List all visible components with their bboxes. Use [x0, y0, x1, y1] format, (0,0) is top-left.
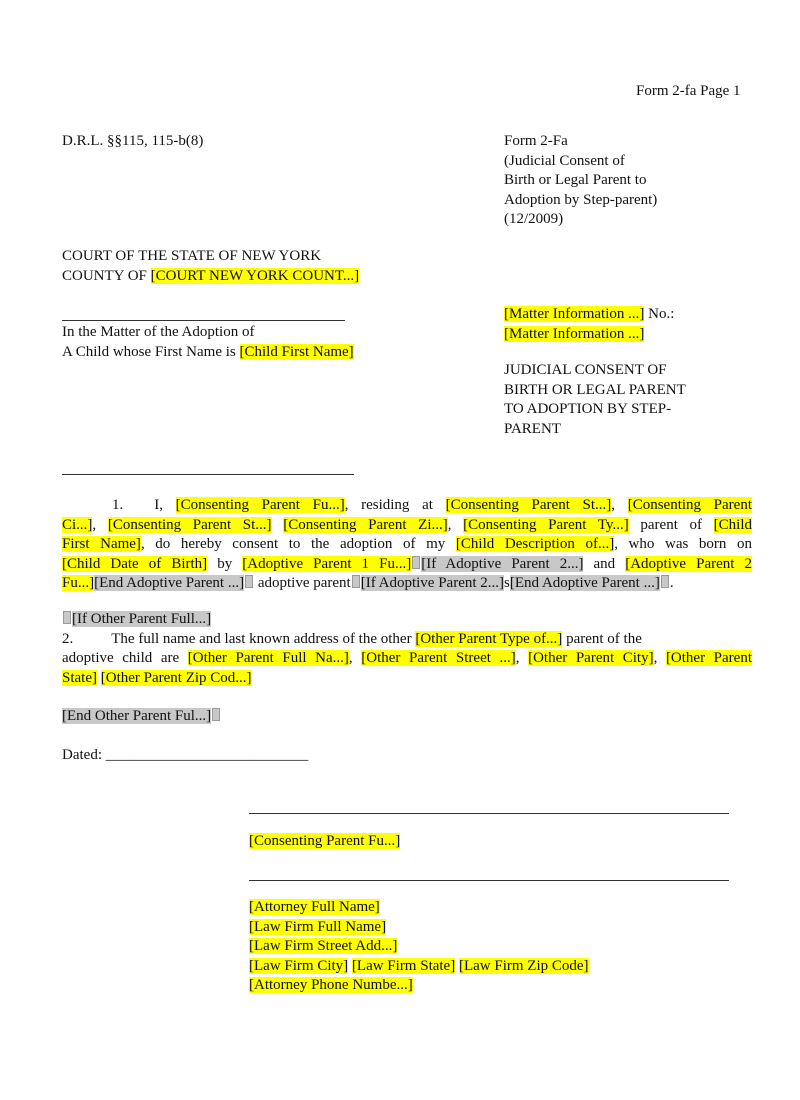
field-marker-icon	[212, 708, 220, 721]
caption-prefix: A Child whose First Name is	[62, 343, 240, 360]
other-parent-zip-field[interactable]: [Other Parent Zip Cod...]	[100, 669, 252, 686]
para-text: .	[669, 575, 674, 591]
other-parent-state-field[interactable]: State]	[62, 669, 97, 686]
document-title	[504, 361, 686, 439]
form-info-line: Form 2-Fa	[504, 133, 568, 149]
caption	[62, 323, 354, 362]
county-label: COUNTY OF	[62, 267, 151, 284]
para-text: s	[504, 575, 510, 591]
law-firm-name-field[interactable]: [Law Firm Full Name]	[249, 918, 387, 935]
matter-info-field[interactable]: [Matter Information ...]	[504, 325, 645, 342]
title-line: BIRTH OR LEGAL PARENT	[504, 381, 686, 398]
end-adoptive-parent-field[interactable]: [End Adoptive Parent ...]	[94, 575, 245, 591]
field-marker-icon	[352, 575, 360, 588]
other-parent-type-field[interactable]: [Other Parent Type of...]	[415, 630, 563, 647]
child-description-field[interactable]: [Child Description of...]	[455, 536, 615, 552]
if-adoptive-parent-2-field[interactable]: [If Adoptive Parent 2...]	[421, 555, 584, 572]
attorney-signature-rule	[249, 880, 729, 881]
end-other-parent	[62, 707, 221, 727]
separator-rule	[62, 474, 354, 475]
form-info-line: (Judicial Consent of	[504, 152, 625, 169]
para-text: I,	[154, 497, 176, 513]
other-parent-name-field[interactable]: [Other Parent Full Na...]	[187, 650, 349, 666]
other-parent-section: [If Other Parent Full...] 2. The full name and last known address of the other [Other Parent Type of...] parent of the adoptive child are [Other Parent Full Na...], [Other Parent Street ...], [Other Parent City], [Other Parent State] [Other Parent Zip Cod...]	[62, 611, 752, 686]
consenting-parent-state-field[interactable]: [Consenting Parent St...]	[107, 516, 272, 533]
end-other-parent-field[interactable]: [End Other Parent Ful...]	[62, 708, 212, 724]
consenting-parent-city-field[interactable]: [Consenting Parent	[627, 497, 753, 513]
signature-name	[249, 832, 400, 852]
field-marker-icon	[412, 556, 420, 569]
field-marker-icon	[63, 611, 71, 624]
form-info-line: Adoption by Step-parent)	[504, 191, 658, 208]
if-adoptive-parent-2-field[interactable]: [If Adoptive Parent 2...]	[360, 575, 505, 591]
signature-rule	[249, 813, 729, 814]
law-firm-state-field[interactable]: [Law Firm State]	[351, 957, 456, 974]
court-heading	[62, 247, 359, 286]
other-parent-state-field[interactable]: [Other Parent	[665, 650, 752, 666]
consenting-parent-name-field[interactable]: [Consenting Parent Fu...]	[175, 497, 345, 513]
form-info	[504, 132, 657, 230]
caption-line: In the Matter of the Adoption of	[62, 324, 255, 340]
form-info-line: (12/2009)	[504, 211, 564, 227]
paragraph-1	[62, 496, 752, 594]
county-field[interactable]: [COURT NEW YORK COUNT...]	[150, 267, 360, 284]
para-text: ,	[447, 516, 464, 533]
statute-citation: D.R.L. §§115, 115-b(8)	[62, 133, 204, 149]
consenting-parent-type-field[interactable]: [Consenting Parent Ty...]	[463, 516, 629, 533]
other-parent-street-field[interactable]: [Other Parent Street ...]	[361, 650, 516, 666]
consenting-parent-street-field[interactable]: [Consenting Parent St...]	[445, 497, 612, 513]
consenting-parent-city-field[interactable]: Ci...]	[62, 516, 93, 533]
law-firm-zip-field[interactable]: [Law Firm Zip Code]	[458, 957, 589, 974]
child-first-name-field[interactable]: First Name]	[62, 536, 141, 552]
adoptive-parent-2-field[interactable]: [Adoptive Parent 2	[625, 555, 752, 572]
para-text: and	[583, 555, 626, 572]
field-marker-icon	[661, 575, 669, 588]
if-other-parent-field[interactable]: [If Other Parent Full...]	[72, 611, 212, 627]
child-first-name-field[interactable]: [Child	[713, 516, 753, 533]
para-text: parent of	[628, 516, 714, 533]
matter-info	[504, 305, 674, 344]
attorney-phone-field[interactable]: [Attorney Phone Numbe...]	[249, 977, 413, 993]
para-text: ,	[611, 497, 628, 513]
law-firm-city-field[interactable]: [Law Firm City]	[249, 957, 349, 974]
end-adoptive-parent-field[interactable]: [End Adoptive Parent ...]	[509, 575, 660, 591]
para-text: adoptive child are	[62, 650, 188, 666]
para-number: 1.	[112, 497, 124, 513]
attorney-block	[249, 898, 589, 996]
court-name: COURT OF THE STATE OF NEW YORK	[62, 248, 322, 264]
attorney-name-field[interactable]: [Attorney Full Name]	[249, 899, 380, 915]
dated-blank[interactable]: ___________________________	[105, 747, 309, 763]
para-text: ,	[92, 516, 108, 533]
page-label: Form 2-fa Page 1	[636, 83, 741, 99]
para-text: , residing at	[344, 497, 446, 513]
para-text: The full name and last known address of the other	[111, 630, 416, 647]
para-text: , who was born on	[614, 536, 753, 552]
para-text: , do hereby consent to the adoption of my	[140, 536, 456, 552]
matter-info-field[interactable]: [Matter Information ...]	[504, 306, 645, 322]
form-info-line: Birth or Legal Parent to	[504, 172, 647, 188]
number-label: No.:	[644, 306, 675, 322]
title-line: JUDICIAL CONSENT OF	[504, 362, 667, 378]
para-text: parent of the	[562, 630, 642, 647]
consenting-parent-zip-field[interactable]: [Consenting Parent Zi...]	[283, 516, 448, 533]
other-parent-city-field[interactable]: [Other Parent City]	[528, 650, 654, 666]
adoptive-parent-1-field[interactable]: [Adoptive Parent 1 Fu...]	[242, 555, 412, 572]
dated-line	[62, 746, 308, 766]
caption-rule	[62, 320, 345, 321]
child-dob-field[interactable]: [Child Date of Birth]	[62, 555, 208, 572]
law-firm-street-field[interactable]: [Law Firm Street Add...]	[249, 938, 398, 954]
title-line: TO ADOPTION BY STEP-	[504, 401, 672, 417]
field-marker-icon	[245, 575, 253, 588]
child-first-name-field[interactable]: [Child First Name]	[239, 343, 354, 360]
adoptive-parent-2-field[interactable]: Fu...]	[62, 575, 95, 591]
para-number: 2.	[62, 630, 74, 647]
title-line: PARENT	[504, 420, 561, 437]
para-text: by	[207, 555, 243, 572]
consenting-parent-name-field[interactable]: [Consenting Parent Fu...]	[249, 833, 401, 849]
para-text: adoptive parent	[254, 575, 351, 591]
dated-label: Dated:	[62, 747, 106, 763]
